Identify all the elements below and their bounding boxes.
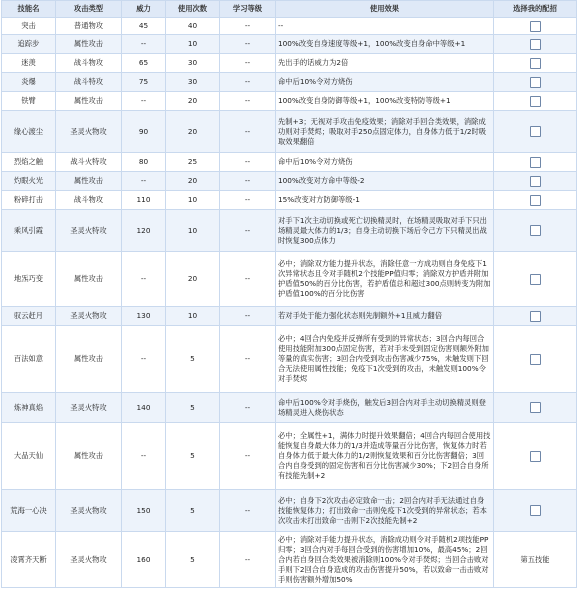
choose-moveset-cell — [494, 73, 577, 92]
choose-moveset-cell — [494, 191, 577, 210]
attack-type-cell: 战斗物攻 — [56, 54, 122, 73]
choose-moveset-checkbox[interactable] — [530, 58, 541, 69]
skill-name-cell: 炼神真焰 — [2, 393, 56, 423]
choose-moveset-cell — [494, 54, 577, 73]
attack-type-cell: 属性攻击 — [56, 172, 122, 191]
learn-level-cell: -- — [220, 153, 276, 172]
power-cell: 110 — [122, 191, 166, 210]
learn-level-cell: -- — [220, 18, 276, 35]
skill-name-cell: 大品天仙 — [2, 423, 56, 490]
choose-moveset-cell — [494, 252, 577, 307]
learn-level-cell: -- — [220, 252, 276, 307]
choose-moveset-checkbox[interactable] — [530, 176, 541, 187]
power-cell: 75 — [122, 73, 166, 92]
learn-level-cell: -- — [220, 92, 276, 111]
choose-moveset-checkbox[interactable] — [530, 157, 541, 168]
choose-moveset-checkbox[interactable] — [530, 21, 541, 32]
learn-level-cell: -- — [220, 532, 276, 588]
uses-cell: 30 — [166, 73, 220, 92]
table-header-row — [2, 1, 577, 18]
learn-level-cell: -- — [220, 73, 276, 92]
choose-moveset-cell — [494, 92, 577, 111]
power-cell: -- — [122, 252, 166, 307]
effect-cell: 必中；消除双方能力提升状态，消除任意一方成功则自身免疫下1次异常状态且令对手随机2个技能PP值归零；消除双方护盾并附加护盾值50%的百分比伤害，若护盾值总和超过300点则转变为附加护盾值100%的百分比伤害 — [276, 252, 494, 307]
effect-cell: 对手下1次主动切换或死亡切换精灵时，在场精灵吸取对手下只出场精灵最大体力的1/3；自身主动切换下场后令己方下只精灵出战时恢复300点体力 — [276, 210, 494, 252]
choose-moveset-cell — [494, 423, 577, 490]
table-row — [2, 54, 577, 73]
header-uses: 使用次数 — [166, 1, 220, 18]
choose-moveset-cell — [494, 393, 577, 423]
choose-moveset-cell — [494, 172, 577, 191]
header-power: 威力 — [122, 1, 166, 18]
skill-name-cell: 灼眼火光 — [2, 172, 56, 191]
table-row — [2, 252, 577, 307]
choose-moveset-cell — [494, 532, 577, 588]
choose-moveset-checkbox[interactable] — [530, 195, 541, 206]
choose-moveset-cell — [494, 307, 577, 326]
table-row — [2, 393, 577, 423]
power-cell: -- — [122, 326, 166, 393]
table-row — [2, 532, 577, 588]
header-effect: 使用效果 — [276, 1, 494, 18]
effect-cell: 必中；4回合内免疫并反弹所有受到的异常状态；3回合内每回合使用技能附加300点固定伤害，若对手未受到固定伤害则额外附加等量的真实伤害；3回合内受到攻击伤害减少75%，未触发则下回合无法使用属性技能；免疫下1次受到的攻击，未触发则100%令对手焚烬 — [276, 326, 494, 393]
uses-cell: 20 — [166, 111, 220, 153]
table-row — [2, 153, 577, 172]
skill-name-cell: 凌霄齐天断 — [2, 532, 56, 588]
header-choose-moveset: 选择我的配招 — [494, 1, 577, 18]
uses-cell: 10 — [166, 191, 220, 210]
uses-cell: 10 — [166, 307, 220, 326]
skill-table — [1, 0, 577, 588]
attack-type-cell: 圣灵火特攻 — [56, 393, 122, 423]
effect-cell: 100%改变自身速度等级+1，100%改变自身命中等级+1 — [276, 35, 494, 54]
attack-type-cell: 属性攻击 — [56, 92, 122, 111]
power-cell: 160 — [122, 532, 166, 588]
table-row — [2, 111, 577, 153]
choose-moveset-checkbox[interactable] — [530, 225, 541, 236]
attack-type-cell: 属性攻击 — [56, 423, 122, 490]
choose-moveset-checkbox[interactable] — [530, 96, 541, 107]
choose-moveset-checkbox[interactable] — [530, 402, 541, 413]
uses-cell: 20 — [166, 92, 220, 111]
power-cell: -- — [122, 423, 166, 490]
choose-moveset-checkbox[interactable] — [530, 451, 541, 462]
choose-moveset-checkbox[interactable] — [530, 311, 541, 322]
effect-cell: 100%改变自身防御等级+1，100%改变特防等级+1 — [276, 92, 494, 111]
skill-name-cell: 缘心渡尘 — [2, 111, 56, 153]
attack-type-cell: 圣灵火物攻 — [56, 532, 122, 588]
power-cell: 120 — [122, 210, 166, 252]
power-cell: -- — [122, 35, 166, 54]
power-cell: 140 — [122, 393, 166, 423]
uses-cell: 40 — [166, 18, 220, 35]
table-row — [2, 307, 577, 326]
learn-level-cell: -- — [220, 111, 276, 153]
skill-name-cell: 烈焰之触 — [2, 153, 56, 172]
choose-moveset-checkbox[interactable] — [530, 505, 541, 516]
table-row — [2, 172, 577, 191]
skill-name-cell: 乘风引霞 — [2, 210, 56, 252]
choose-moveset-checkbox[interactable] — [530, 77, 541, 88]
choose-moveset-cell — [494, 111, 577, 153]
uses-cell: 5 — [166, 423, 220, 490]
attack-type-cell: 圣灵火物攻 — [56, 490, 122, 532]
effect-cell: 先出手的话威力为2倍 — [276, 54, 494, 73]
table-row — [2, 326, 577, 393]
effect-cell: 15%改变对方防御等级-1 — [276, 191, 494, 210]
attack-type-cell: 属性攻击 — [56, 35, 122, 54]
skill-name-cell: 追踪步 — [2, 35, 56, 54]
effect-cell: -- — [276, 18, 494, 35]
effect-cell: 若对手处于能力强化状态则先制额外+1且威力翻倍 — [276, 307, 494, 326]
table-row — [2, 18, 577, 35]
skill-name-cell: 粉碎打击 — [2, 191, 56, 210]
uses-cell: 20 — [166, 252, 220, 307]
power-cell: 150 — [122, 490, 166, 532]
skill-name-cell: 突击 — [2, 18, 56, 35]
table-row — [2, 490, 577, 532]
choose-moveset-cell — [494, 490, 577, 532]
moveset-slot-label: 第五技能 — [520, 554, 550, 564]
learn-level-cell: -- — [220, 172, 276, 191]
uses-cell: 10 — [166, 210, 220, 252]
power-cell: 80 — [122, 153, 166, 172]
choose-moveset-checkbox[interactable] — [530, 354, 541, 365]
choose-moveset-cell — [494, 18, 577, 35]
uses-cell: 20 — [166, 172, 220, 191]
learn-level-cell: -- — [220, 307, 276, 326]
skill-name-cell: 百法如意 — [2, 326, 56, 393]
learn-level-cell: -- — [220, 210, 276, 252]
power-cell: 90 — [122, 111, 166, 153]
learn-level-cell: -- — [220, 191, 276, 210]
power-cell: 130 — [122, 307, 166, 326]
effect-cell: 命中后10%令对方烧伤 — [276, 153, 494, 172]
learn-level-cell: -- — [220, 54, 276, 73]
table-row — [2, 191, 577, 210]
choose-moveset-checkbox[interactable] — [530, 126, 541, 137]
attack-type-cell: 战斗特攻 — [56, 73, 122, 92]
skill-name-cell: 地炁巧变 — [2, 252, 56, 307]
header-attack-type: 攻击类型 — [56, 1, 122, 18]
effect-cell: 命中后10%令对方烧伤 — [276, 73, 494, 92]
choose-moveset-checkbox[interactable] — [530, 274, 541, 285]
attack-type-cell: 战斗物攻 — [56, 191, 122, 210]
choose-moveset-checkbox[interactable] — [530, 39, 541, 50]
uses-cell: 10 — [166, 35, 220, 54]
table-row — [2, 210, 577, 252]
uses-cell: 25 — [166, 153, 220, 172]
learn-level-cell: -- — [220, 326, 276, 393]
uses-cell: 30 — [166, 54, 220, 73]
choose-moveset-cell — [494, 326, 577, 393]
effect-cell: 先制+3；无视对手攻击免疫效果；消除对手回合类效果，消除成功则对手焚烬；吸取对手250点固定体力，自身体力低于1/2时吸取效果翻倍 — [276, 111, 494, 153]
power-cell: -- — [122, 92, 166, 111]
attack-type-cell: 圣灵火特攻 — [56, 210, 122, 252]
effect-cell: 必中；自身下2次攻击必定致命一击；2回合内对手无法通过自身技能恢复体力；打出致命一击则免疫下1次受到的异常状态；若本次攻击未打出致命一击则下2次技能先制+2 — [276, 490, 494, 532]
uses-cell: 5 — [166, 532, 220, 588]
attack-type-cell: 属性攻击 — [56, 326, 122, 393]
attack-type-cell: 战斗火特攻 — [56, 153, 122, 172]
skill-name-cell: 铁臂 — [2, 92, 56, 111]
learn-level-cell: -- — [220, 393, 276, 423]
skill-name-cell: 迷羡 — [2, 54, 56, 73]
attack-type-cell: 属性攻击 — [56, 252, 122, 307]
skill-name-cell: 驭云赶月 — [2, 307, 56, 326]
power-cell: -- — [122, 172, 166, 191]
effect-cell: 必中；全属性+1，满体力时提升效果翻倍；4回合内每回合使用技能恢复自身最大体力的1/3并造成等量百分比伤害，恢复体力时若自身体力低于最大体力的1/2则恢复效果和百分比伤害翻倍；3回合内自身受到的固定伤害和百分比伤害减少30%；下2回合自身所有技能先制+2 — [276, 423, 494, 490]
learn-level-cell: -- — [220, 490, 276, 532]
effect-cell: 必中；消除对手能力提升状态，消除成功则令对手随机2项技能PP归零；3回合内对手每回合受到的伤害增加10%，最高45%；2回合内若自身回合类效果被消除则100%令对手焚烬；当回合击败对手则下2回合自身造成的攻击伤害提升50%，若以致命一击击败对手则伤害额外增加50% — [276, 532, 494, 588]
table-row — [2, 73, 577, 92]
effect-cell: 100%改变对方命中等级-2 — [276, 172, 494, 191]
attack-type-cell: 圣灵火物攻 — [56, 111, 122, 153]
choose-moveset-cell — [494, 210, 577, 252]
skill-name-cell: 荒海一心决 — [2, 490, 56, 532]
table-row — [2, 35, 577, 54]
effect-cell: 命中后100%令对手烧伤，触发后3回合内对手主动切换精灵则登场精灵进入烧伤状态 — [276, 393, 494, 423]
header-skill-name: 技能名 — [2, 1, 56, 18]
learn-level-cell: -- — [220, 35, 276, 54]
learn-level-cell: -- — [220, 423, 276, 490]
uses-cell: 5 — [166, 326, 220, 393]
header-learn-level: 学习等级 — [220, 1, 276, 18]
uses-cell: 5 — [166, 490, 220, 532]
attack-type-cell: 圣灵火物攻 — [56, 307, 122, 326]
uses-cell: 5 — [166, 393, 220, 423]
power-cell: 65 — [122, 54, 166, 73]
choose-moveset-cell — [494, 153, 577, 172]
power-cell: 45 — [122, 18, 166, 35]
table-row — [2, 92, 577, 111]
table-row — [2, 423, 577, 490]
skill-name-cell: 炎爆 — [2, 73, 56, 92]
choose-moveset-cell — [494, 35, 577, 54]
attack-type-cell: 普通物攻 — [56, 18, 122, 35]
